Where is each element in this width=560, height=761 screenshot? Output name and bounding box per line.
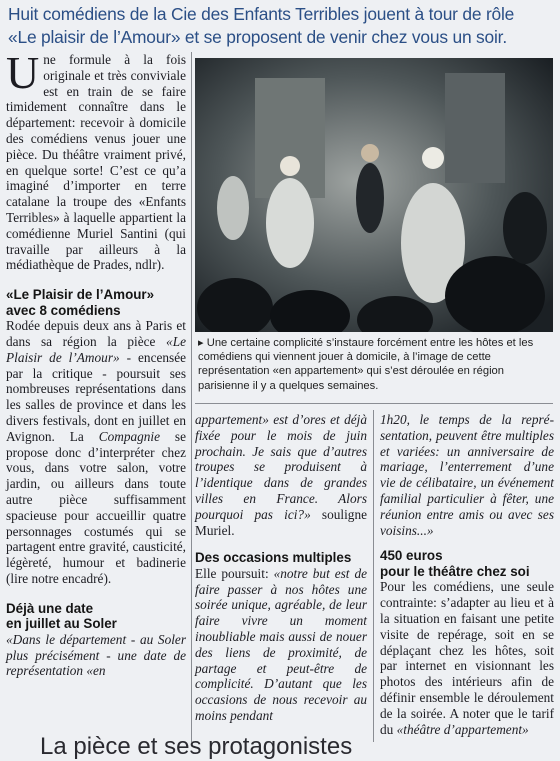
next-article-heading: La pièce et ses protagonistes xyxy=(40,733,353,760)
column-3 xyxy=(380,412,554,737)
photo-performance xyxy=(195,58,553,332)
section-date-paragraph: «Dans le département - au Soler plus précisément - une date de représentation «en xyxy=(6,631,186,679)
column-divider-2 xyxy=(373,410,374,742)
caption-divider xyxy=(195,403,553,404)
headline-line-2: «Le plaisir de l’Amour» et se proposent de venir chez vous un soir. xyxy=(8,27,507,47)
column-2 xyxy=(195,412,367,724)
subhead-occasions: Des occasions multiples xyxy=(195,550,352,566)
column-2-quote: Elle poursuit: «notre but est de faire passer à nos hôtes une soirée unique, agréable, de leur faire vivre un moment inoubliable mais aussi de nouer des liens de proximité, de partage et peut-être de complicité. D’autant que les occasions de nous recevoir au moins pendant xyxy=(195,565,368,724)
column-divider xyxy=(191,52,192,742)
section-plaisir-paragraph: Rodée depuis deux ans à Paris et dans sa région la pièce «Le Plaisir de l’Amour» - encensée par la critique - poursuit ses nombreuses représentations dans les salles de province et dans les divers festivals, dont en juillet en Avignon. La Compagnie se propose donc d’interpréter chez vous, dans votre salon, votre jardin, ou ailleurs dans toute autre pièce suffisamment spacieuse pour accueillir quatre personnages costumés qui se partagent entre gravité, causticité, légèreté, humour et badinerie (lire notre encadré). xyxy=(6,318,186,586)
headline-line-1: Huit comédiens de la Cie des Enfants Terribles jouent à tour de rôle xyxy=(8,4,515,24)
intro-paragraph: Une formule à la fois originale et très conviviale est en train de se faire timidement connaître dans le département: recevoir à domicile des comédiens venus jouer une pièce. Du théâtre vraiment privé, en quelque sorte! C’est ce qu’a imaginé d’importer en terre catalane la troupe des «Enfants Terribles» à laquelle appartient la comédienne Muriel Santini (qui travaille par ailleurs à la médiathèque de Prades, ndlr). xyxy=(6,47,186,273)
column-3-quote: 1h20, le temps de la représentation, peuvent être multiples et variées: un anniversaire de mariage, l’enterrement d’une vie de célibataire, un événement familial particulier à fêter, une réunion entre amis ou avec ses voisins...» xyxy=(380,412,554,538)
dropcap: U xyxy=(6,47,40,98)
caption-bullet: ▸ xyxy=(198,337,207,349)
photo-caption: ▸ Une certaine complicité s’instaure forcément entre les hôtes et les comédiens qui viennent jouer à domicile, à l’image de cette représentation «en appartement» qui s’est déroulée en région parisienne il y a quelques semaines. xyxy=(198,337,534,392)
column-2-paragraph: appartement» est d’ores et déjà fixée pour le mois de juin prochain. Je sais que d’autres troupes se produisent à l’identique dans de grandes villes en France. Alors pourquoi pas ici?» souligne Muriel. xyxy=(195,412,367,538)
column-1 xyxy=(6,47,186,679)
subhead-price: 450 euros pour le théâtre chez soi xyxy=(380,548,530,579)
photo-illustration xyxy=(195,58,553,332)
column-3-paragraph: Pour les comédiens, une seule contrainte: s’adapter au lieu et à la situation en faisant une petite visite de repérage, soit en se déplaçant chez les hôtes, soit par internet en visionnant les photos des intérieurs afin de définir ensemble le déroulement de la soirée. A noter que le tarif du «théâtre d’appartement» xyxy=(380,579,554,737)
section-title-plaisir: «Le Plaisir de l’Amour» avec 8 comédiens xyxy=(6,287,155,318)
section-title-date: Déjà une date en juillet au Soler xyxy=(6,600,117,632)
